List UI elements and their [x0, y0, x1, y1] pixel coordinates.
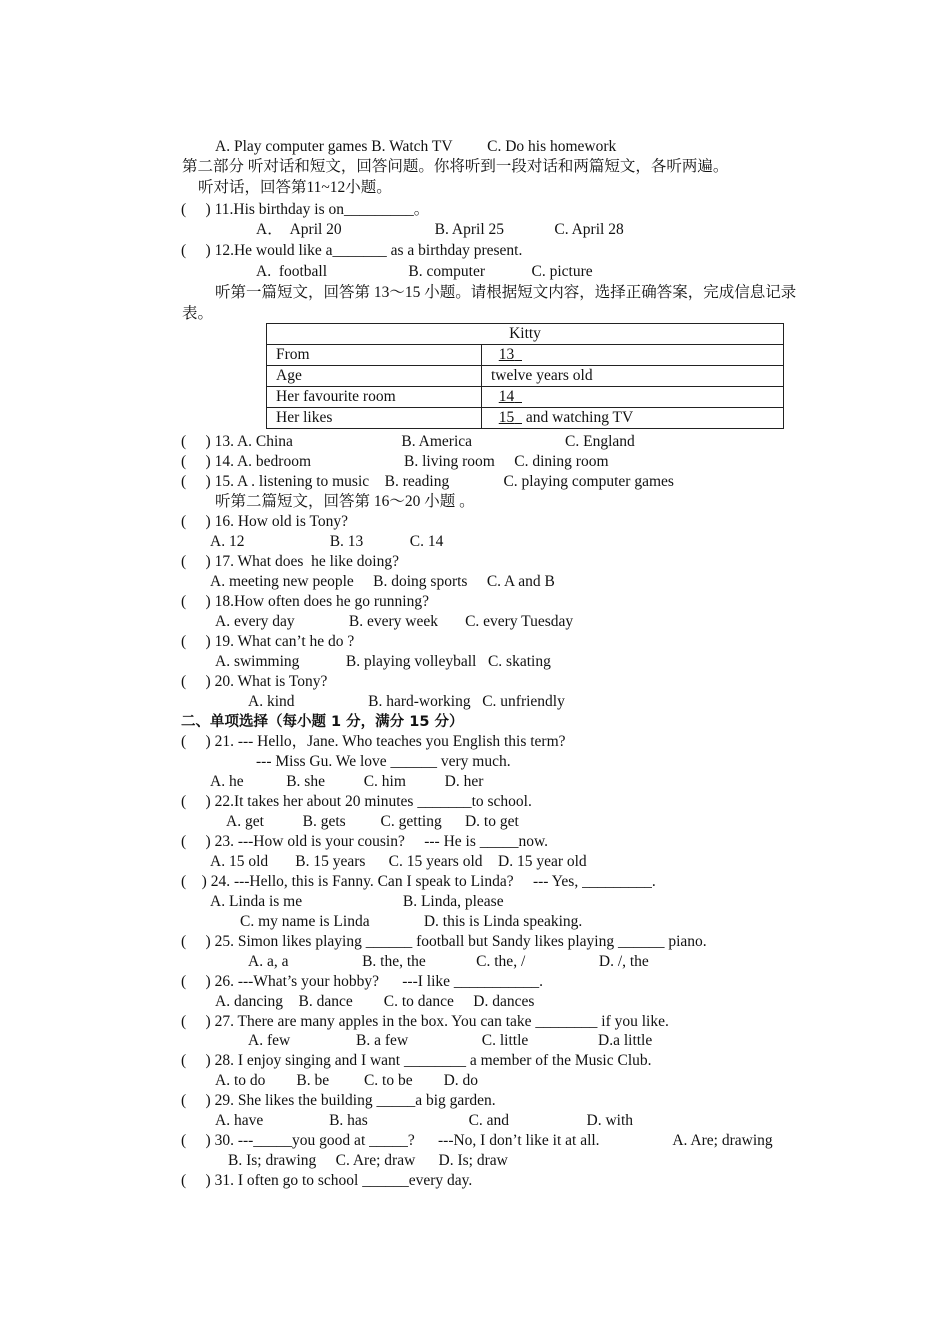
q15: ( ) 15. A . listening to music B. reading C. playing computer games: [181, 473, 674, 490]
q24-options-cd: C. my name is Linda D. this is Linda speaking.: [240, 913, 583, 930]
blank-15: 15: [498, 409, 515, 426]
likes-suffix: and watching TV: [522, 409, 634, 426]
q22-stem: ( ) 22.It takes her about 20 minutes _______to school.: [181, 793, 532, 810]
q31-stem: ( ) 31. I often go to school ______every day.: [181, 1172, 473, 1189]
part2-instructions: 第二部分 听对话和短文，回答问题。你将听到一段对话和两篇短文，各听两遍。: [182, 158, 729, 175]
q21-stem-cont: --- Miss Gu. We love ______ very much.: [256, 753, 511, 770]
q24-options-ab: A. Linda is me B. Linda, please: [210, 893, 504, 910]
q26-stem: ( ) 26. ---What’s your hobby? ---I like ___________.: [181, 973, 544, 990]
q25-options: A. a, a B. the, the C. the, / D. /, the: [248, 953, 649, 970]
q16-stem: ( ) 16. How old is Tony?: [181, 513, 348, 530]
q23-options: A. 15 old B. 15 years C. 15 years old D. 15 year old: [210, 853, 587, 870]
blank-13: 13: [498, 346, 515, 363]
table-row: [267, 366, 784, 387]
q22-options: A. get B. gets C. getting D. to get: [226, 813, 519, 830]
row-value: [482, 345, 784, 366]
q28-stem: ( ) 28. I enjoy singing and I want ________ a member of the Music Club.: [181, 1052, 652, 1069]
q17-options: A. meeting new people B. doing sports C. A and B: [210, 573, 555, 590]
q28-options: A. to do B. be C. to be D. do: [215, 1072, 479, 1089]
dialogue-instructions: 听对话，回答第11~12小题。: [198, 179, 392, 196]
q23-stem: ( ) 23. ---How old is your cousin? --- He is _____now.: [181, 833, 549, 850]
row-value: [482, 408, 784, 429]
q21-options: A. he B. she C. him D. her: [210, 773, 484, 790]
q14: ( ) 14. A. bedroom B. living room C. dining room: [181, 453, 609, 470]
q24-stem: ( ) 24. ---Hello, this is Fanny. Can I speak to Linda? --- Yes, _________.: [181, 873, 656, 890]
q29-stem: ( ) 29. She likes the building _____a big garden.: [181, 1092, 496, 1109]
table-row: [267, 387, 784, 408]
q11-stem: ( ) 11.His birthday is on_________。: [181, 201, 430, 218]
row-value: [482, 387, 784, 408]
row-label: Age: [267, 366, 482, 387]
row-label: From: [267, 345, 482, 366]
row-label: Her likes: [267, 408, 482, 429]
q21-stem: ( ) 21. --- Hello，Jane. Who teaches you English this term?: [181, 733, 566, 750]
q29-options: A. have B. has C. and D. with: [215, 1112, 634, 1129]
q10-options: A. Play computer games B. Watch TV C. Do his homework: [215, 138, 617, 155]
row-label: Her favourite room: [267, 387, 482, 408]
q18-stem: ( ) 18.How often does he go running?: [181, 593, 429, 610]
q18-options: A. every day B. every week C. every Tuesday: [215, 613, 574, 630]
q26-options: A. dancing B. dance C. to dance D. dances: [215, 993, 535, 1010]
q16-options: A. 12 B. 13 C. 14: [210, 533, 444, 550]
table-row: [267, 408, 784, 429]
q13: ( ) 13. A. China B. America C. England: [181, 433, 635, 450]
q30-stem: ( ) 30. ---_____you good at _____? ---No, I don’t like it at all. A. Are; drawing: [181, 1132, 773, 1149]
q30-options: B. Is; drawing C. Are; draw D. Is; draw: [228, 1152, 508, 1169]
q17-stem: ( ) 17. What does he like doing?: [181, 553, 399, 570]
table-row: [267, 345, 784, 366]
passage1-instructions-cont: 表。: [182, 305, 214, 322]
q12-stem: ( ) 12.He would like a_______ as a birthday present.: [181, 242, 523, 259]
table-title: Kitty: [267, 324, 784, 345]
passage1-instructions: 听第一篇短文，回答第 13～15 小题。请根据短文内容，选择正确答案，完成信息记录: [215, 284, 797, 301]
passage2-instructions: 听第二篇短文，回答第 16～20 小题 。: [215, 493, 475, 510]
row-value: twelve years old: [482, 366, 784, 387]
blank-14: 14: [498, 388, 515, 405]
q19-options: A. swimming B. playing volleyball C. skating: [215, 653, 551, 670]
q20-options: A. kind B. hard-working C. unfriendly: [248, 693, 565, 710]
q20-stem: ( ) 20. What is Tony?: [181, 673, 328, 690]
section2-heading: 二、单项选择（每小题 1 分，满分 15 分）: [181, 714, 464, 730]
q12-options: A. football B. computer C. picture: [256, 263, 593, 280]
q25-stem: ( ) 25. Simon likes playing ______ football but Sandy likes playing ______ piano.: [181, 933, 707, 950]
q27-options: A. few B. a few C. little D.a little: [248, 1032, 653, 1049]
q27-stem: ( ) 27. There are many apples in the box. You can take ________ if you like.: [181, 1013, 669, 1030]
q19-stem: ( ) 19. What can’t he do ?: [181, 633, 355, 650]
q11-options: A． April 20 B. April 25 C. April 28: [256, 221, 624, 238]
info-record-table: [266, 323, 784, 429]
